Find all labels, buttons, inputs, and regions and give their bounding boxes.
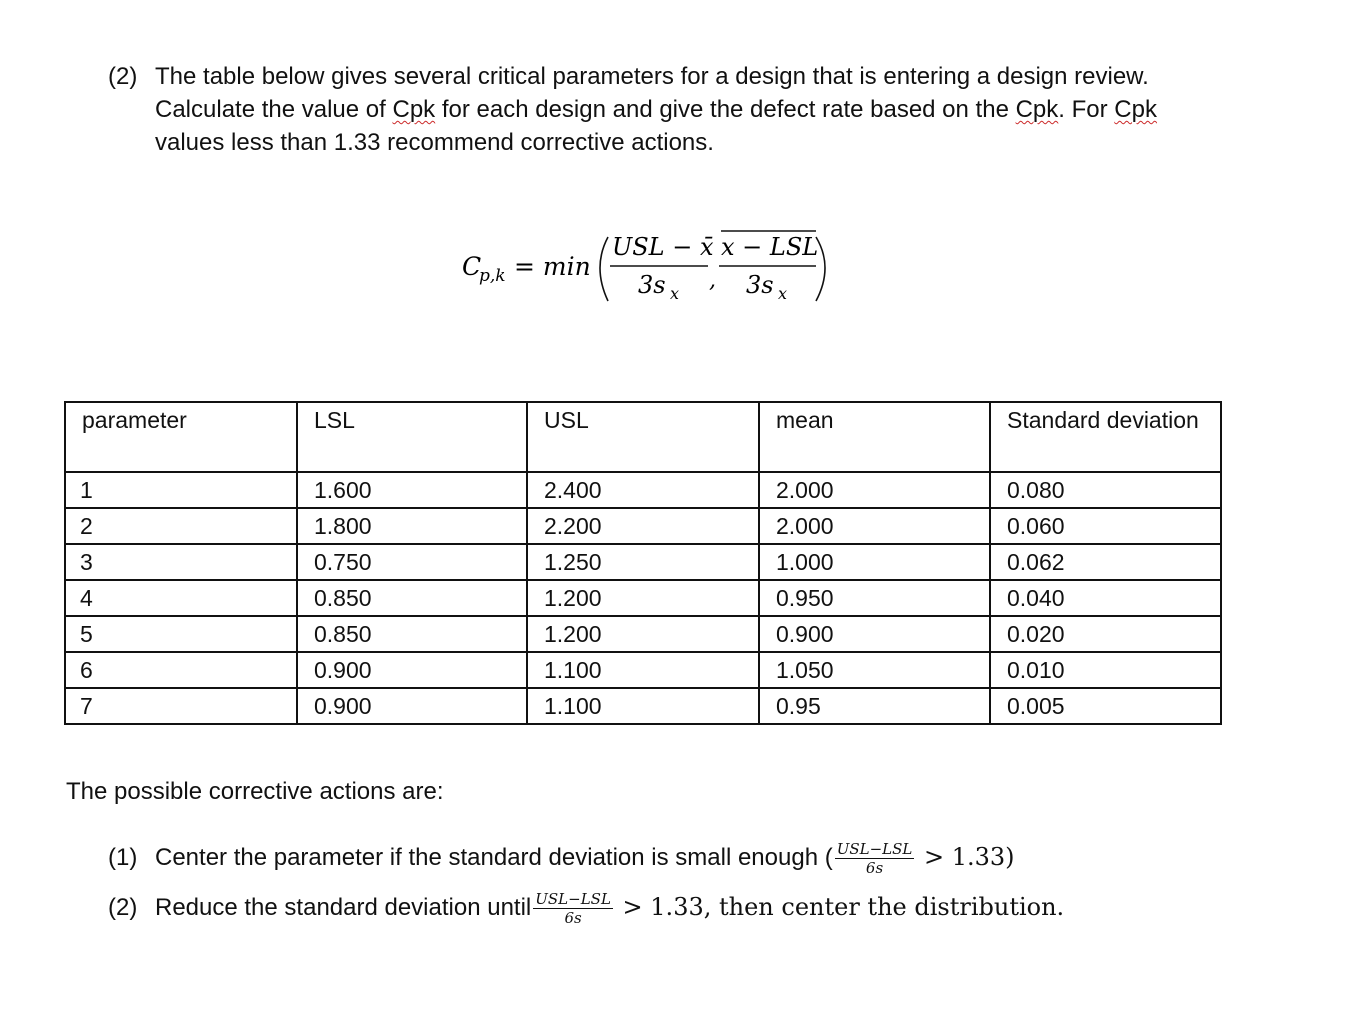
formula-num2: x − LSL [721, 233, 819, 261]
actions-title: The possible corrective actions are: [66, 778, 444, 805]
action-condition: > 1.33) [916, 842, 1015, 871]
header-usl: USL [527, 402, 759, 472]
question-number: (2) [108, 63, 138, 90]
formula-min: = min [514, 252, 591, 281]
header-parameter: parameter [65, 402, 297, 472]
cell-lsl: 0.850 [297, 580, 527, 616]
cell-parameter: 2 [65, 508, 297, 544]
formula-lhs: C [462, 252, 482, 281]
cell-parameter: 4 [65, 580, 297, 616]
formula-comma: , [709, 268, 716, 293]
cell-usl: 1.250 [527, 544, 759, 580]
left-paren [600, 237, 608, 301]
cpk-term: Cpk [1015, 96, 1059, 123]
table-header-row [65, 402, 1221, 472]
cell-parameter: 7 [65, 688, 297, 724]
cell-std-dev: 0.005 [990, 688, 1221, 724]
cell-usl: 2.200 [527, 508, 759, 544]
cell-parameter: 6 [65, 652, 297, 688]
cell-lsl: 0.900 [297, 652, 527, 688]
svg-text:x: x [670, 284, 680, 303]
table-row [65, 472, 1221, 508]
action-text: Reduce the standard deviation until [155, 893, 532, 921]
cell-lsl: 1.800 [297, 508, 527, 544]
formula-lhs-sub: p,k [479, 266, 506, 286]
cell-usl: 1.100 [527, 652, 759, 688]
question-line-1: The table below gives several critical parameters for a design that is entering a design review. [155, 63, 1149, 90]
cell-std-dev: 0.020 [990, 616, 1221, 652]
table-row [65, 688, 1221, 724]
table-row [65, 508, 1221, 544]
table-row [65, 580, 1221, 616]
usl-lsl-fraction: $\frac{\text{USL−LSL}}{6s}$ [836, 840, 913, 877]
cpk-formula [462, 225, 842, 305]
parameter-table [64, 401, 1222, 725]
cell-mean: 0.900 [759, 616, 990, 652]
cell-lsl: 0.750 [297, 544, 527, 580]
header-lsl: LSL [297, 402, 527, 472]
usl-lsl-fraction: $\frac{\text{USL−LSL}}{6s}$ [535, 890, 611, 927]
formula-den2: 3s [746, 271, 774, 299]
action-item-2 [108, 890, 1064, 927]
cell-parameter: 5 [65, 616, 297, 652]
cell-std-dev: 0.060 [990, 508, 1221, 544]
cell-mean: 2.000 [759, 472, 990, 508]
cpk-term: Cpk [392, 96, 436, 123]
action-number: (1) [108, 843, 138, 871]
cell-mean: 0.950 [759, 580, 990, 616]
cell-usl: 1.200 [527, 580, 759, 616]
cell-lsl: 0.850 [297, 616, 527, 652]
cell-std-dev: 0.062 [990, 544, 1221, 580]
cell-lsl: 0.900 [297, 688, 527, 724]
cell-parameter: 3 [65, 544, 297, 580]
svg-text:x: x [778, 284, 788, 303]
question-line-2: Calculate the value of Cpk for each design and give the defect rate based on the Cpk. For Cpk [155, 96, 1157, 123]
table-row [65, 544, 1221, 580]
cell-mean: 0.95 [759, 688, 990, 724]
action-item-1 [108, 840, 1015, 877]
table-row [65, 616, 1221, 652]
cell-usl: 1.200 [527, 616, 759, 652]
header-mean: mean [759, 402, 990, 472]
formula-den1: 3s [638, 271, 666, 299]
cell-usl: 1.100 [527, 688, 759, 724]
action-condition: > 1.33, then center the distribution. [614, 892, 1065, 921]
cell-parameter: 1 [65, 472, 297, 508]
table-row [65, 652, 1221, 688]
cell-lsl: 1.600 [297, 472, 527, 508]
action-number: (2) [108, 893, 138, 921]
question-line-3: values less than 1.33 recommend corrective actions. [155, 129, 714, 156]
cpk-term: Cpk [1114, 96, 1157, 123]
cell-mean: 1.000 [759, 544, 990, 580]
header-std-dev: Standard deviation [990, 402, 1221, 472]
cell-std-dev: 0.040 [990, 580, 1221, 616]
cell-mean: 2.000 [759, 508, 990, 544]
cell-std-dev: 0.010 [990, 652, 1221, 688]
cell-mean: 1.050 [759, 652, 990, 688]
cell-usl: 2.400 [527, 472, 759, 508]
action-text: Center the parameter if the standard deviation is small enough ( [155, 843, 833, 871]
cell-std-dev: 0.080 [990, 472, 1221, 508]
formula-num1: USL − x̄ [612, 233, 714, 261]
